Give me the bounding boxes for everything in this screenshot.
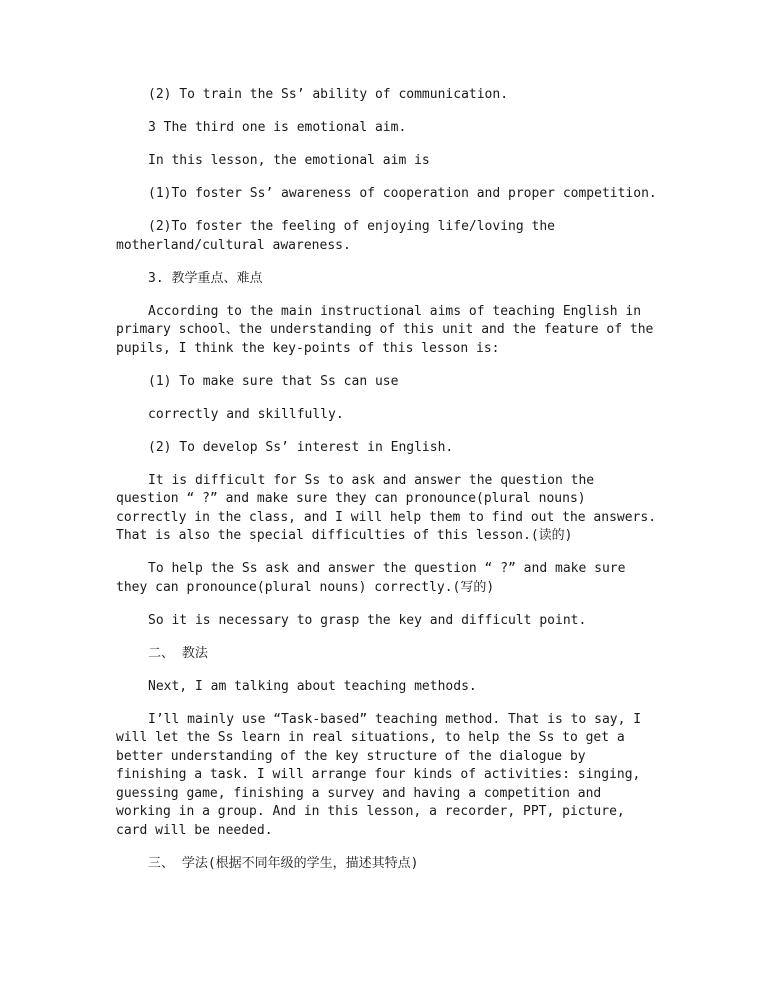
paragraph-emotional-aim-intro: In this lesson, the emotional aim is <box>148 153 430 168</box>
paragraph-enjoying-life: (2)To foster the feeling of enjoying life/loving the motherland/cultural awareness. <box>116 219 555 253</box>
paragraph-key-point-1-cont: correctly and skillfully. <box>148 406 344 422</box>
paragraph-key-points-intro: According to the main instructional aims of teaching English in primary school、the understanding of this unit and the feature of the pupils, I think the key-points of this lesson is: <box>116 303 654 356</box>
section-heading-learning-methods: 三、 学法(根据不同年级的学生，描述其特点) <box>148 855 419 871</box>
section-heading-key-points: 3. 教学重点、难点 <box>148 270 263 286</box>
document-body <box>116 86 661 888</box>
paragraph-grasp-key: So it is necessary to grasp the key and difficult point. <box>148 612 587 628</box>
section-heading-teaching-methods: 二、 教法 <box>148 645 208 661</box>
paragraph-task-based: I’ll mainly use “Task-based” teaching method. That is to say, I will let the Ss learn in real situations, to help the Ss to get a better understanding of the key structure of the dialogue by finishing a task. I will arrange four kinds of activities: singing, guessing game, finishing a survey and having a competition and working in a group. And in this lesson, a recorder, PPT, picture, card will be needed. <box>116 711 642 838</box>
paragraph-cooperation: (1)To foster Ss’ awareness of cooperation and proper competition. <box>148 186 657 201</box>
paragraph-methods-intro: Next, I am talking about teaching methods. <box>148 678 477 694</box>
paragraph-key-point-2: (2) To develop Ss’ interest in English. <box>148 439 454 455</box>
paragraph-emotional-aim-heading: 3 The third one is emotional aim. <box>148 120 407 135</box>
paragraph-key-point-1: (1) To make sure that Ss can use <box>148 373 399 389</box>
paragraph-communication-aim: (2) To train the Ss’ ability of communication. <box>148 87 509 102</box>
paragraph-difficulties-reading: It is difficult for Ss to ask and answer the question the question “ ?” and make sure they can pronounce(plural nouns) correctly in the class, and I will help them to find out the answers. That is also the special difficulties of this lesson.(读的) <box>116 472 657 543</box>
paragraph-difficulties-writing: To help the Ss ask and answer the question “ ?” and make sure they can pronounce(plural nouns) correctly.(写的) <box>116 561 626 595</box>
